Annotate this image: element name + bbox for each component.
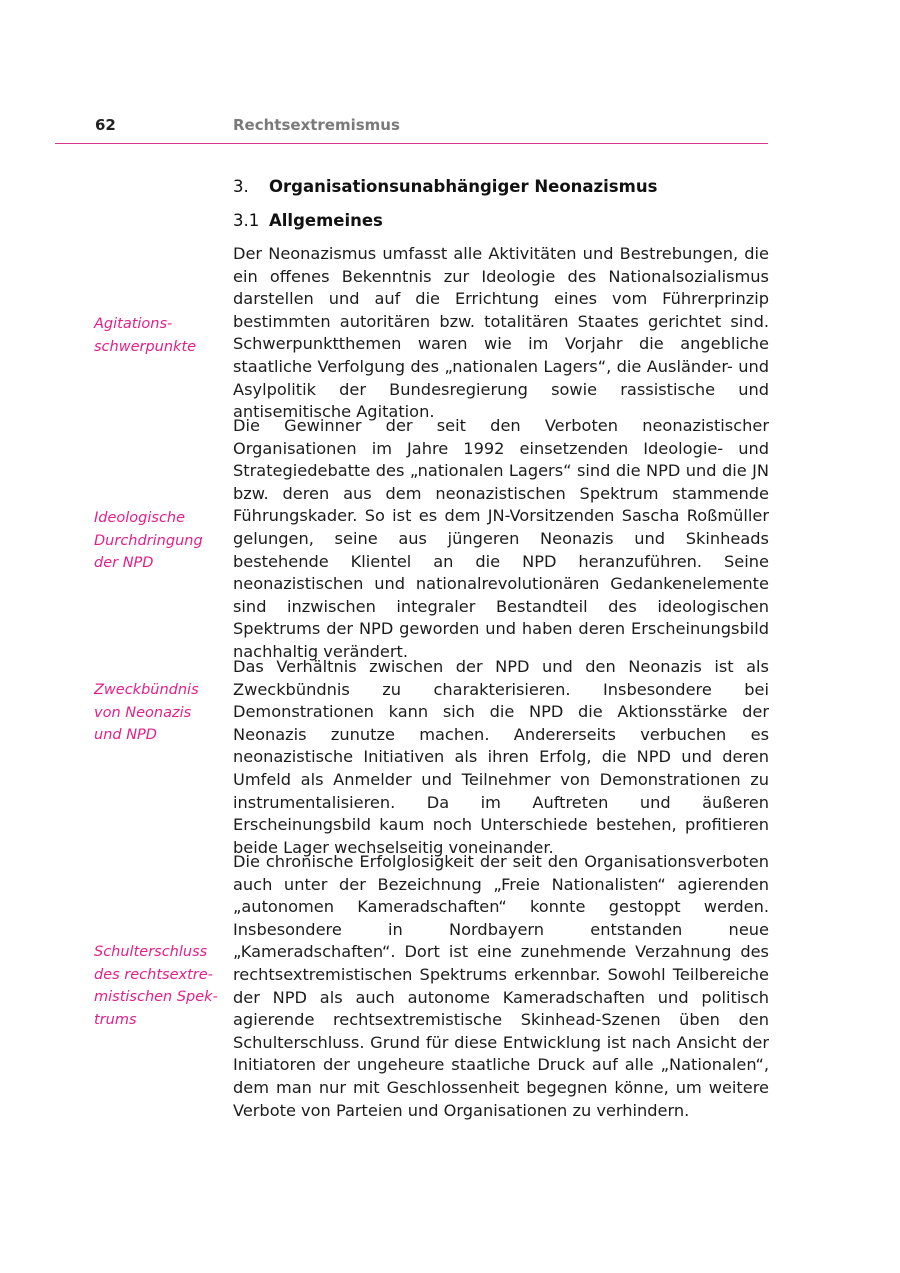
body-paragraph: Der Neonazismus umfasst alle Aktivitäten und Bestrebungen, die ein offenes Bekenntnis zur Ideologie des Nationalsozialismus darstellen und auf die Errichtung eines vom Führerprinzip bestimmten autoritären bzw. totalitären Staates gerichtet sind. Schwerpunktthemen waren wie im Vorjahr die angebliche staatliche Verfolgung des „nationalen Lagers“, die Ausländer- und Asylpolitik der Bundesregierung sowie rassistische und antisemitische Agitation. bbox=[233, 244, 769, 422]
subsection-number: 3.1 bbox=[233, 211, 260, 230]
margin-note: Zweckbündnis von Neonazis und NPD bbox=[94, 682, 199, 744]
running-title: Rechtsextremismus bbox=[233, 116, 400, 134]
section-title: Organisationsunabhängiger Neonazismus bbox=[269, 177, 658, 196]
margin-note: Agitations- schwerpunkte bbox=[94, 316, 197, 355]
body-paragraph: Die Gewinner der seit den Verboten neonazistischer Organisationen im Jahre 1992 einsetzenden Ideologie- und Strategiedebatte des „nationalen Lagers“ sind die NPD und die JN bzw. deren aus dem neonazistischen Spektrum stammende Führungskader. So ist es dem JN-Vorsitzenden Sascha Roßmüller gelungen, seine aus jüngeren Neonazis und Skinheads bestehende Klientel an die NPD heranzuführen. Seine neonazistischen und nationalrevolutionären Gedankenelemente sind inzwischen integraler Bestandteil des ideologischen Spektrums der NPD geworden und haben deren Erscheinungsbild nachhaltig verändert. bbox=[233, 416, 769, 661]
section-heading bbox=[233, 177, 657, 196]
subsection-title: Allgemeines bbox=[269, 211, 383, 230]
section-number: 3. bbox=[233, 177, 249, 196]
page-header bbox=[55, 116, 768, 144]
page-number: 62 bbox=[95, 116, 116, 134]
body-paragraph: Die chronische Erfolglosigkeit der seit den Organisationsverboten auch unter der Bezeichnung „Freie Nationalisten“ agierenden „autonomen Kameradschaften“ konnte gestoppt werden. Insbesondere in Nordbayern entstanden neue „Kameradschaften“. Dort ist eine zunehmende Verzahnung des rechtsextremistischen Spektrums erkennbar. Sowohl Teilbereiche der NPD als auch autonome Kameradschaften und politisch agierende rechtsextremistische Skinhead-Szenen üben den Schulterschluss. Grund für diese Entwicklung ist nach Ansicht der Initiatoren der ungeheure staatliche Druck auf alle „Nationalen“, dem man nur mit Geschlossenheit begegnen könne, um weitere Verbote von Parteien und Organisationen zu verhindern. bbox=[233, 852, 769, 1120]
body-paragraph: Das Verhältnis zwischen der NPD und den Neonazis ist als Zweckbündnis zu charakterisieren. Insbesondere bei Demonstrationen kann sich die NPD die Aktionsstärke der Neonazis zunutze machen. Andererseits verbuchen es neonazistische Initiativen als ihren Erfolg, die NPD und deren Umfeld als Anmelder und Teilnehmer von Demonstrationen zu instrumentalisieren. Da im Auftreten und äußeren Erscheinungsbild kaum noch Unterschiede bestehen, profitieren beide Lager wechselseitig voneinander. bbox=[233, 657, 769, 857]
subsection-heading bbox=[233, 211, 383, 230]
margin-note: Schulterschluss des rechtsextre- mistischen Spek- trums bbox=[94, 944, 218, 1028]
margin-note: Ideologische Durchdringung der NPD bbox=[94, 510, 203, 572]
